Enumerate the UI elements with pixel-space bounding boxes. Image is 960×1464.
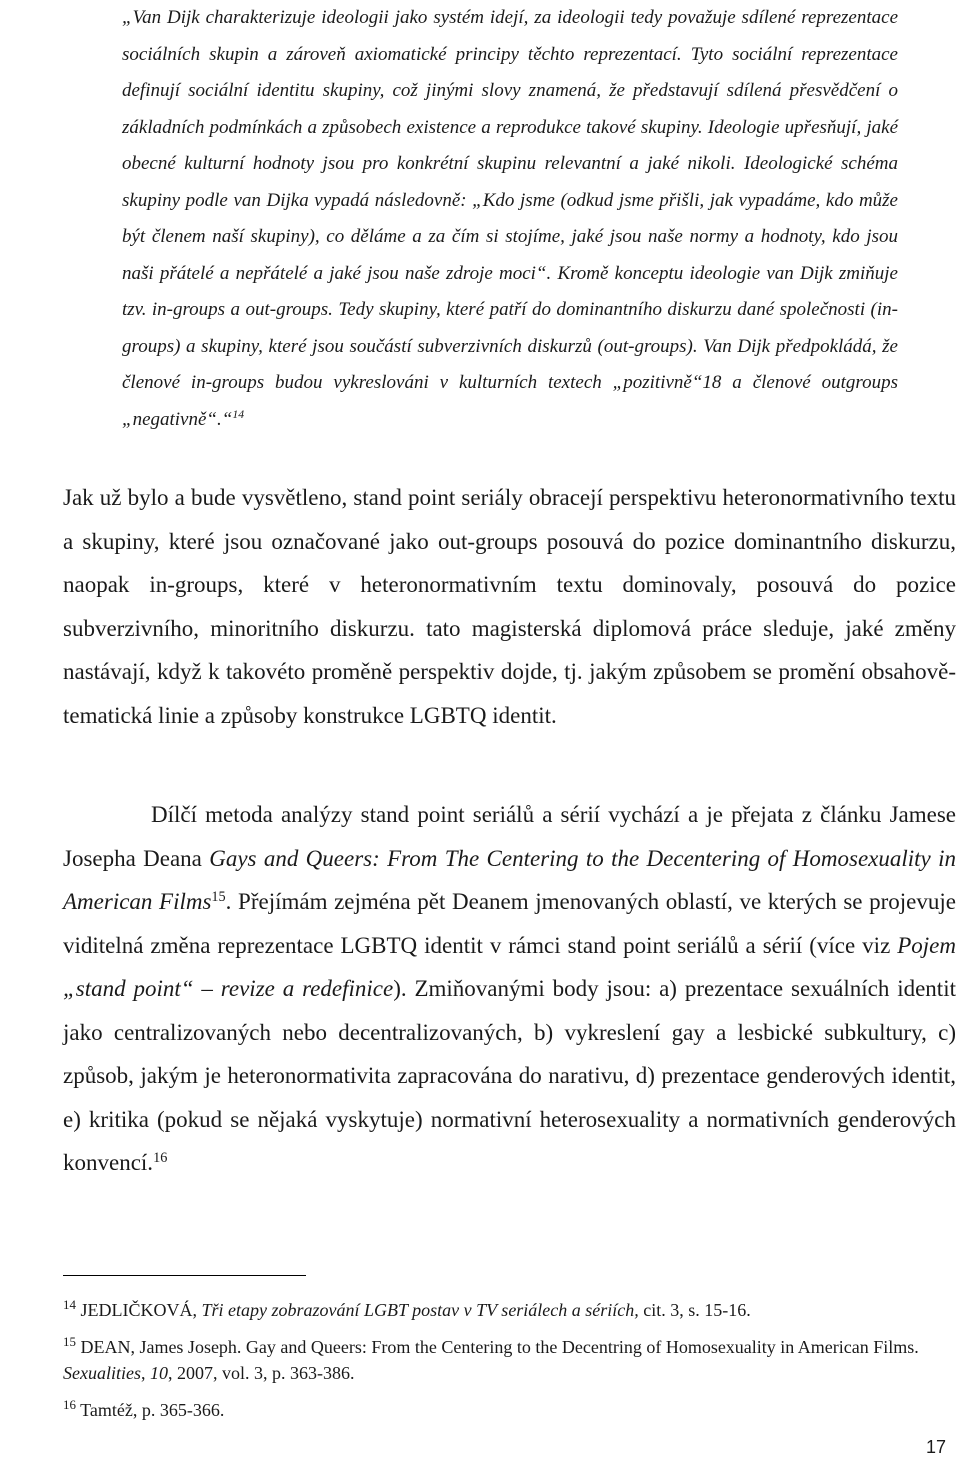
footnote-number: 15	[63, 1333, 76, 1349]
body-paragraph-2	[63, 793, 956, 1185]
quote-text: „Van Dijk charakterizuje ideologii jako systém idejí, za ideologii tedy považuje sdílené reprezentace sociálních skupin a zároveň axiomatické principy těchto reprezentací. Tyto sociální reprezentace definují sociální identitu skupiny, což jinými slovy znamená, že představují sdílená přesvědčení o základních podmínkách a způsobech existence a reprodukce takové skupiny. Ideologie upřesňují, jaké obecné kulturní hodnoty jsou pro konkrétní skupinu relevantní a jaké nikoli. Ideologické schéma skupiny podle van Dijka vypadá následovně: „Kdo jsme (odkud jsme přišli, jak vypadáme, kdo může být členem naší skupiny), co děláme a za čím si stojíme, jaké jsou naše normy a hodnoty, kdo jsou naši přátelé a nepřátelé a jaké jsou naše zdroje moci“. Kromě konceptu ideologie van Dijk zmiňuje tzv. in-groups a out-groups. Tedy skupiny, které patří do dominantního diskurzu dané společnosti (in-groups) a skupiny, které jsou součástí subverzivních diskurzů (out-groups). Van Dijk předpokládá, že členové in-groups budou vykreslováni v kulturních textech „pozitivně“18 a členové outgroups „negativně“.“	[122, 7, 898, 430]
footnote-text: ,	[140, 1363, 150, 1383]
footnote-16	[63, 1397, 923, 1423]
footnote-number: 16	[63, 1396, 76, 1412]
article-title: Gays and Queers: From The Centering to the Decentering of Homosexuality in American Films	[63, 845, 956, 914]
footnote-number: 14	[63, 1296, 76, 1312]
footnote-ref-15[interactable]: 15	[211, 889, 226, 906]
footnote-volume: 10	[149, 1363, 168, 1383]
footnote-text: DEAN, James Joseph. Gay and Queers: From the Centering to the Decentring of Homosexuality in American Films.	[80, 1337, 919, 1357]
block-quote	[122, 0, 898, 438]
section-reference: Pojem „stand point“ – revize a redefinice	[63, 932, 956, 1001]
footnote-text: , 2007, vol. 3, p. 363-386.	[167, 1363, 355, 1383]
footnote-text: cit. 3, s. 15-16.	[638, 1300, 751, 1320]
footnote-14	[63, 1297, 923, 1323]
footnote-ref-16[interactable]: 16	[153, 1150, 168, 1167]
paragraph-2-text-c: . Přejímám zejména pět Deanem jmenovaných oblastí, ve kterých se projevuje viditelná změna reprezentace LGBTQ identit v rámci stand point seriálů a sérií (více viz	[63, 889, 956, 958]
footnote-title: Tři etapy zobrazování LGBT postav v TV seriálech a sériích,	[201, 1300, 639, 1320]
footnote-ref-14[interactable]: 14	[232, 408, 245, 422]
page-number: 17	[925, 1437, 946, 1457]
footnote-journal: Sexualities	[63, 1363, 141, 1383]
body-paragraph-1: Jak už bylo a bude vysvětleno, stand point seriály obracejí perspektivu heteronormativního textu a skupiny, které jsou označované jako out-groups posouvá do pozice dominantního diskurzu, naopak in-groups, které v heteronormativním textu dominovaly, posouvá do pozice subverzivního, minoritního diskurzu. tato magisterská diplomová práce sleduje, jaké změny nastávají, když k takovéto proměně perspektiv dojde, tj. jakým způsobem se promění obsahově-tematická linie a způsoby konstrukce LGBTQ identit.	[63, 485, 956, 728]
footnote-15	[63, 1334, 923, 1386]
footnote-text: JEDLIČKOVÁ,	[80, 1300, 202, 1320]
footnote-text: Tamtéž, p. 365-366.	[80, 1400, 225, 1420]
footnote-divider	[63, 1275, 306, 1276]
paragraph-2-text-a: Dílčí metoda analýzy stand point seriálů a sérií vychází a je přejata z článku Jamese Josepha Deana	[63, 802, 956, 871]
paragraph-2-text-e: ). Zmiňovanými body jsou: a) prezentace sexuálních identit jako centralizovaných nebo decentralizovaných, b) vykreslení gay a lesbické subkultury, c) způsob, jakým je heteronormativita zapracována do narativu, d) prezentace genderových identit, e) kritika (pokud se nějaká vyskytuje) normativní heterosexuality a normativních genderových konvencí.	[63, 976, 956, 1175]
footnotes	[63, 1297, 923, 1434]
